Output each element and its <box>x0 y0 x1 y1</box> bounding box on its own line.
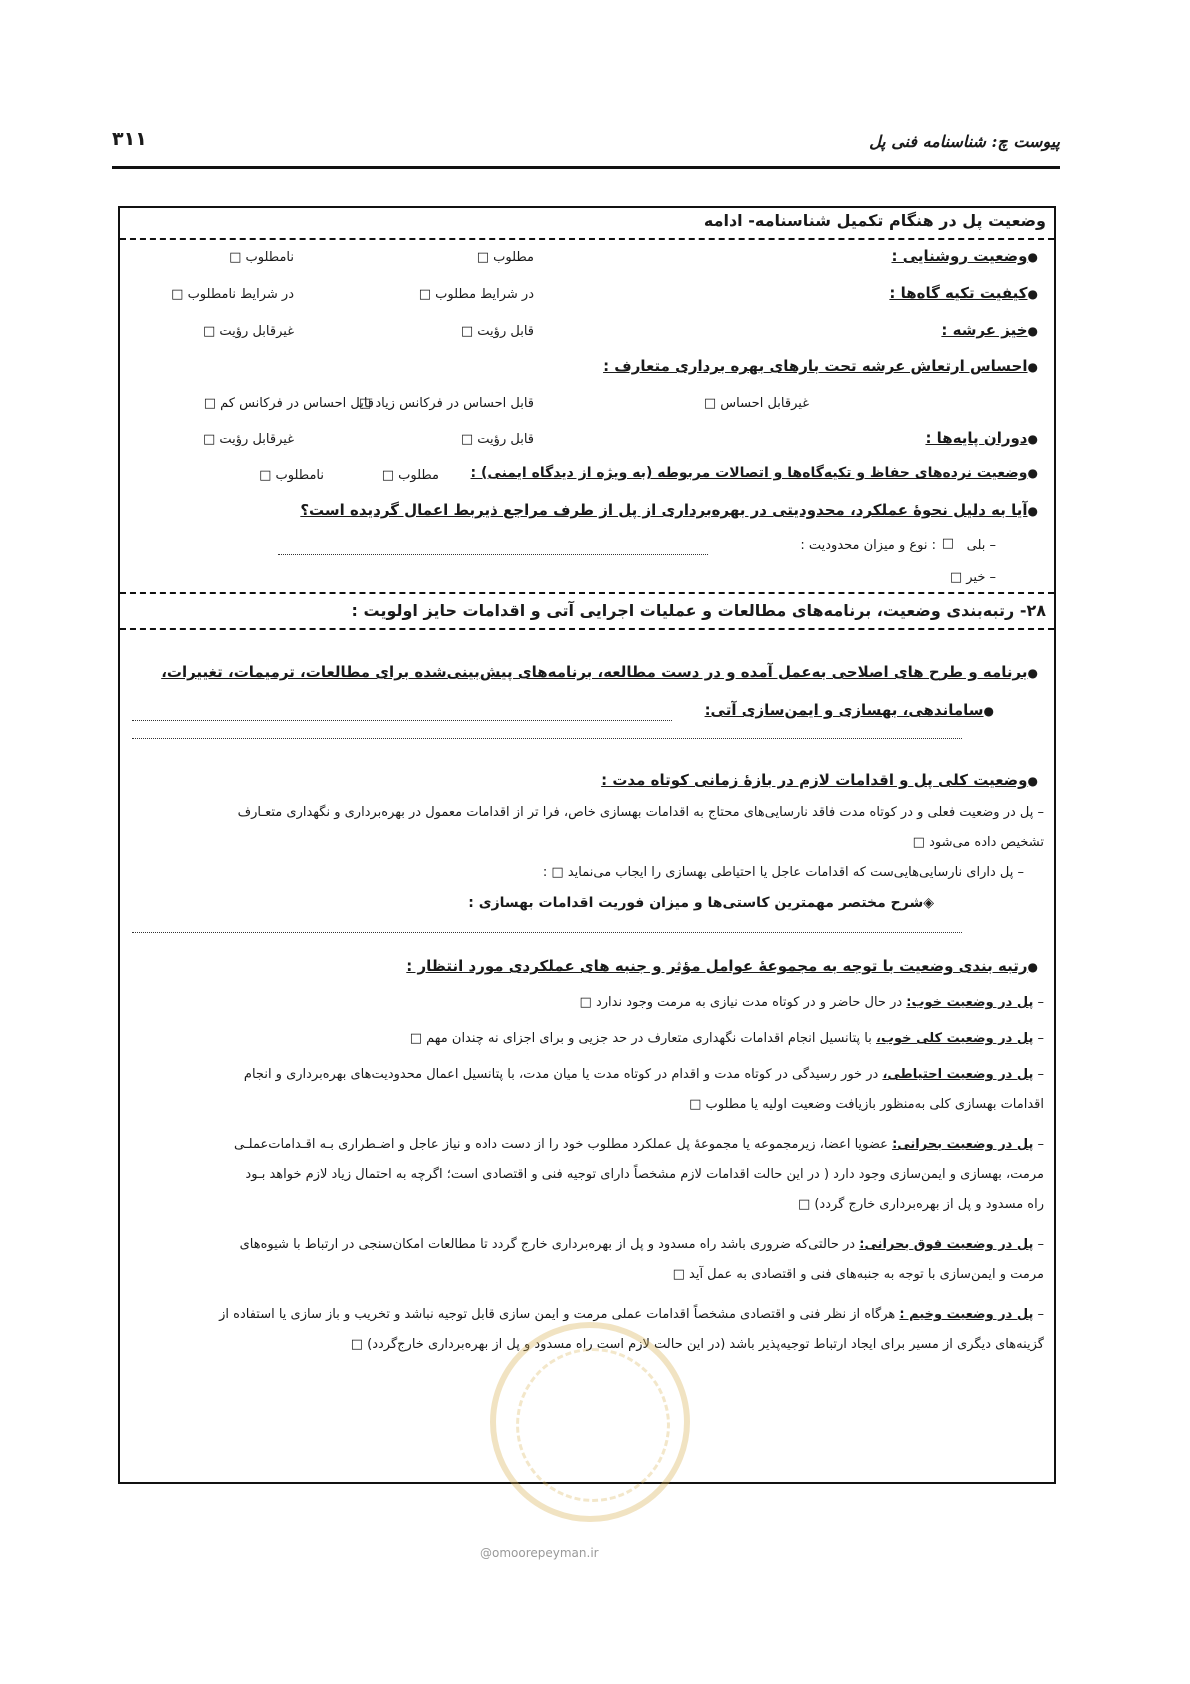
deck-creep-label: ● خیز عرشه : <box>941 321 1028 339</box>
rating-caution[interactable]: – پل در وضعیت احتیاطی، در خور رسیدگی در کوتاه مدت و اقدام در کوتاه مدت یا میان مدت، با پتانسیل اعمال محدودیت‌های بهره‌برداری و انجام <box>243 1067 1044 1082</box>
vibration-row <box>120 354 1054 384</box>
restriction-row <box>120 498 1054 528</box>
form-frame <box>118 206 1056 1484</box>
railings-opt-good[interactable]: مطلوب □ <box>382 468 439 483</box>
bearings-opt-bad[interactable]: در شرایط نامطلوب □ <box>171 287 294 302</box>
page-title: پیوست چ: شناسنامه فنی پل <box>869 132 1060 151</box>
divider <box>120 238 1054 240</box>
divider <box>120 628 1054 630</box>
section-28-header <box>120 598 1054 628</box>
page-header <box>112 126 1060 169</box>
divider <box>120 592 1054 594</box>
rating-critical-text: عضویا اعضا، زیرمجموعه یا مجموعهٔ پل عملکرد مطلوب خود را از دست داده و نیاز عاجل و اضـطراری بـه اقـدامات‌عملـی <box>234 1137 888 1152</box>
deck-creep-opt-visible[interactable]: قابل رؤیت □ <box>461 324 534 339</box>
restriction-no[interactable]: – خیر □ <box>950 570 996 585</box>
rating-row <box>120 954 1054 984</box>
vibration-opt-high[interactable]: قابل احساس در فرکانس زیاد □ <box>359 396 534 411</box>
plans-line-2[interactable] <box>132 738 962 739</box>
deck-creep-opt-invisible[interactable]: غیرقابل رؤیت □ <box>203 324 294 339</box>
rating-super-critical[interactable]: – پل در وضعیت فوق بحرانی: در حالتی‌که ضروری باشد راه مسدود و پل از بهره‌برداری خارج گردد تا مطالعات امکان‌سنجی در ارتباط با شیوه‌های <box>239 1237 1044 1252</box>
restriction-detail-line[interactable] <box>278 554 708 555</box>
railings-label: ● وضعیت نرده‌های حفاظ و تکیه‌گاه‌ها و اتصالات مربوطه (به ویژه از دیدگاه ایمنی) : <box>470 465 1028 481</box>
restriction-yes-row <box>120 532 1054 562</box>
pier-rotation-opt-invisible[interactable]: غیرقابل رؤیت □ <box>203 432 294 447</box>
section-28-title: ۲۸- رتبه‌بندی وضعیت، برنامه‌های مطالعات و عملیات اجرایی آتی و اقدامات حایز اولویت : <box>351 601 1046 620</box>
rating-severe-text-2: گزینه‌های دیگری از مسیر برای ایجاد ارتباط توجیه‌پذیر باشد (در این حالت لازم است راه مسدود و پل از بهره‌برداری خارج‌گردد) □ <box>130 1330 1044 1360</box>
restriction-yes-checkbox[interactable]: □ <box>941 536 954 551</box>
rating-super-text-2: مرمت و ایمن‌سازی با توجه به جنبه‌های فنی و اقتصادی به عمل آید □ <box>130 1260 1044 1290</box>
section-27-header <box>120 208 1054 238</box>
rating-critical-text-3: راه مسدود و پل از بهره‌برداری خارج گردد) □ <box>130 1190 1044 1220</box>
railings-row <box>120 462 1054 492</box>
bearings-label: ● کیفیت تکیه گاه‌ها : <box>889 284 1028 302</box>
rating-good-text: در حال حاضر و در کوتاه مدت نیازی به مرمت وجود ندارد □ <box>580 995 903 1010</box>
rating-good[interactable]: – پل در وضعیت خوب: در حال حاضر و در کوتاه مدت نیازی به مرمت وجود ندارد □ <box>130 988 1044 1018</box>
rating-critical[interactable]: – پل در وضعیت بحرانی: عضویا اعضا، زیرمجموعه یا مجموعهٔ پل عملکرد مطلوب خود را از دست داده و نیاز عاجل و اضـطراری بـه اقـدامات‌عملـی <box>234 1137 1044 1152</box>
rating-critical-label: پل در وضعیت بحرانی: <box>892 1137 1034 1152</box>
vibration-options-row <box>120 390 1054 420</box>
rating-fair[interactable]: – پل در وضعیت کلی خوب، با پتانسیل انجام اقدامات نگهداری متعارف در حد جزیی و برای اجزای نه چندان مهم □ <box>130 1024 1044 1054</box>
rating-good-label: پل در وضعیت خوب: <box>906 995 1034 1010</box>
watermark-inner-ring <box>516 1348 670 1502</box>
short-term-item1: – پل در وضعیت فعلی و در کوتاه مدت فاقد نارسایی‌های محتاج به اقدامات بهسازی خاص، فرا تر از اقدامات معمول در بهره‌برداری و نگهداری متعـارف <box>237 805 1044 820</box>
plans-label-2: ● ساماندهی، بهسازی و ایمن‌سازی آتی: <box>704 701 984 719</box>
plans-row <box>120 660 1054 690</box>
plans-row-2 <box>120 698 1054 728</box>
rating-fair-text: با پتانسیل انجام اقدامات نگهداری متعارف در حد جزیی و برای اجزای نه چندان مهم □ <box>410 1031 872 1046</box>
restriction-yes: – بلی <box>966 538 996 553</box>
rating-severe-text: هرگاه از نظر فنی و اقتصادی مشخصاً اقدامات عملی مرمت و ایمن سازی قابل توجیه نباشد و تخریب و باز سازی یا استفاده از <box>219 1307 896 1322</box>
lighting-label: ● وضعیت روشنایی : <box>891 247 1028 265</box>
railings-opt-bad[interactable]: نامطلوب □ <box>259 468 324 483</box>
rating-label: ● رتبه بندی وضعیت با توجه به مجموعهٔ عوامل مؤثر و جنبه های عملکردی مورد انتظار : <box>406 957 1028 975</box>
bearings-opt-good[interactable]: در شرایط مطلوب □ <box>419 287 534 302</box>
plans-label: ● برنامه و طرح های اصلاحی به‌عمل آمده و در دست مطالعه، برنامه‌های پیش‌بینی‌شده برای مطالعات، ترمیمات، تغییرات، <box>161 663 1028 681</box>
rating-super-text: در حالتی‌که ضروری باشد راه مسدود و پل از بهره‌برداری خارج گردد تا مطالعات امکان‌سنجی در ارتباط با شیوه‌های <box>239 1237 856 1252</box>
restriction-type-label: : نوع و میزان محدودیت : <box>800 538 936 553</box>
watermark-seal <box>490 1322 690 1522</box>
restriction-label: ● آیا به دلیل نحوهٔ عملکرد، محدودیتی در بهره‌برداری از پل از طرف مراجع ذیربط اعمال گردیده است؟ <box>300 501 1028 519</box>
pier-rotation-opt-visible[interactable]: قابل رؤیت □ <box>461 432 534 447</box>
short-term-item1-checkbox[interactable]: تشخیص داده می‌شود □ <box>130 828 1044 858</box>
lighting-opt-bad[interactable]: نامطلوب □ <box>229 250 294 265</box>
plans-line[interactable] <box>132 720 672 721</box>
section-27-title: وضعیت پل در هنگام تکمیل شناسنامه- ادامه <box>703 211 1046 230</box>
vibration-opt-none[interactable]: غیرقابل احساس □ <box>704 396 809 411</box>
rating-caution-text-2: اقدامات بهسازی کلی به‌منظور بازیافت وضعیت اولیه یا مطلوب □ <box>130 1090 1044 1120</box>
vibration-label: ● احساس ارتعاش عرشه تحت بارهای بهره برداری متعارف : <box>603 357 1028 375</box>
restriction-no-row <box>120 564 1054 594</box>
summary-line[interactable] <box>132 932 962 933</box>
rating-fair-label: پل در وضعیت کلی خوب، <box>876 1031 1034 1046</box>
short-term-item2[interactable]: – پل دارای نارسایی‌هایی‌ست که اقدامات عاجل یا احتیاطی بهسازی را ایجاب می‌نماید □ : <box>542 865 1024 880</box>
bearings-row <box>120 281 1054 311</box>
lighting-row <box>120 244 1054 274</box>
rating-caution-label: پل در وضعیت احتیاطی، <box>882 1067 1034 1082</box>
rating-caution-text: در خور رسیدگی در کوتاه مدت و اقدام در کوتاه مدت یا میان مدت، با پتانسیل اعمال محدودیت‌های بهره‌برداری و انجام <box>243 1067 879 1082</box>
rating-critical-text-2: مرمت، بهسازی و ایمن‌سازی وجود دارد ( در این حالت اقدامات لازم مشخصاً دارای توجیه فنی و اقتصادی است؛ اگرچه به احتمال زیاد لازم خواهد بـود <box>245 1167 1044 1182</box>
rating-super-label: پل در وضعیت فوق بحرانی: <box>859 1237 1034 1252</box>
rating-severe-label: پل در وضعیت وخیم : <box>899 1307 1034 1322</box>
deck-creep-row <box>120 318 1054 348</box>
short-term-label: ● وضعیت کلی پل و اقدامات لازم در بازهٔ زمانی کوتاه مدت : <box>601 771 1028 789</box>
pier-rotation-label: ● دوران پایه‌ها : <box>925 429 1028 447</box>
watermark-url: @omoorepeyman.ir <box>480 1546 599 1560</box>
pier-rotation-row <box>120 426 1054 456</box>
lighting-opt-good[interactable]: مطلوب □ <box>477 250 534 265</box>
short-term-row <box>120 768 1054 798</box>
rating-severe[interactable]: – پل در وضعیت وخیم : هرگاه از نظر فنی و اقتصادی مشخصاً اقدامات عملی مرمت و ایمن سازی قابل توجیه نباشد و تخریب و باز سازی یا استفاده از <box>219 1307 1044 1322</box>
short-term-summary: ◈شرح مختصر مهمترین کاستی‌ها و میزان فوریت اقدامات بهسازی : <box>468 895 934 911</box>
page-number: ۳۱۱ <box>112 128 147 150</box>
vibration-opt-low[interactable]: قابل احساس در فرکانس کم □ <box>204 396 374 411</box>
